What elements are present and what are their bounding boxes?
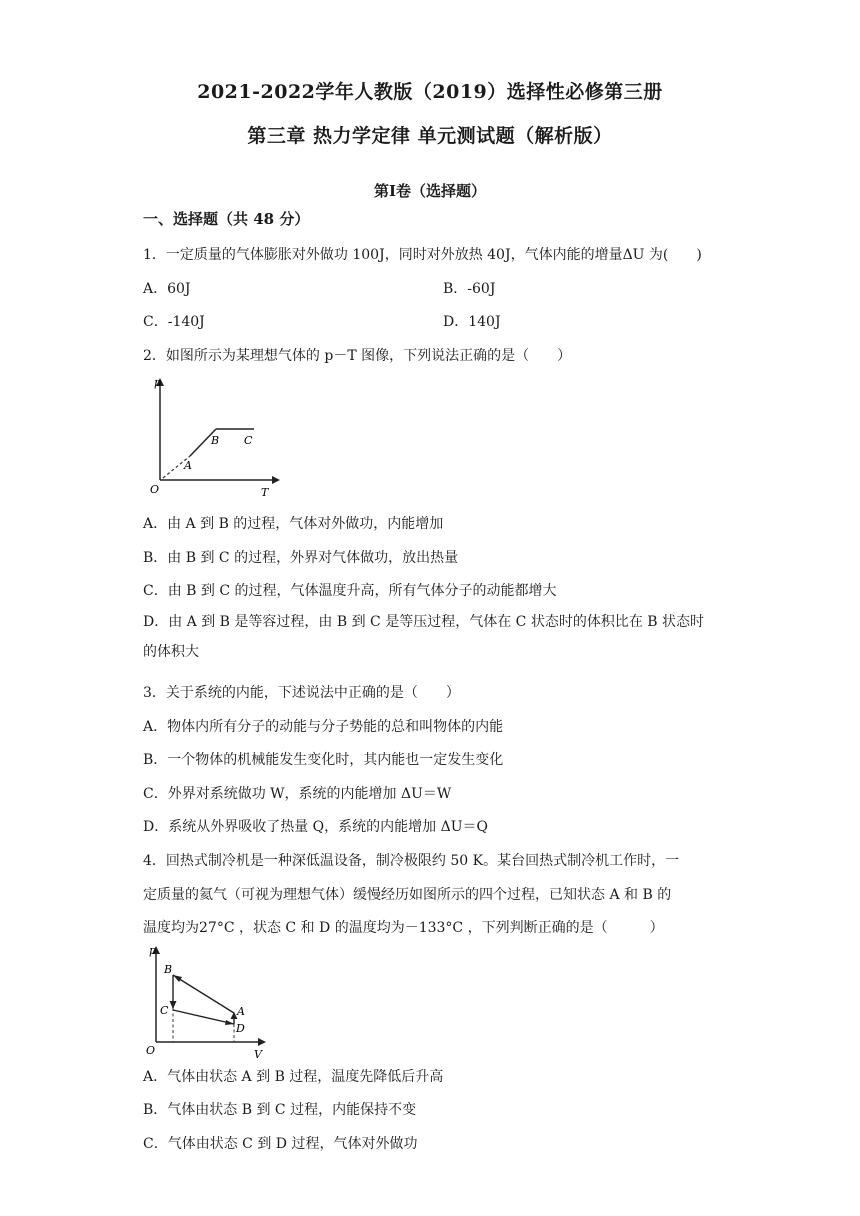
q2-origin-label: O: [150, 483, 160, 496]
q2-stem: 2．如图所示为某理想气体的 p－T 图像，下列说法正确的是（ ）: [143, 348, 572, 364]
q4-option-b: B．气体由状态 B 到 C 过程，内能保持不变: [143, 1102, 417, 1118]
q4-point-d-label: D: [236, 1022, 245, 1035]
title-line2: 第三章 热力学定律 单元测试题（解析版）: [247, 125, 613, 147]
q1-stem: 1．一定质量的气体膨胀对外做功 100J，同时对外放热 40J，气体内能的增量ΔU 为( ): [143, 247, 702, 263]
q4-axis-v-label: V: [254, 1048, 262, 1060]
q3-option-b: B．一个物体的机械能发生变化时，其内能也一定发生变化: [143, 752, 504, 768]
q4-point-b-label: B: [164, 963, 173, 976]
q2-point-a-label: A: [184, 459, 192, 472]
q2-pt-graph: [148, 372, 283, 500]
q4-option-a: A．气体由状态 A 到 B 过程，温度先降低后升高: [143, 1069, 444, 1085]
q3-stem: 3．关于系统的内能，下述说法中正确的是（ ）: [143, 685, 460, 701]
q2-axis-p-label: p: [154, 376, 162, 389]
q4-origin-label: O: [146, 1044, 156, 1057]
q2-axis-t-label: T: [261, 486, 269, 499]
q4-stem-line2: 定质量的氦气（可视为理想气体）缓慢经历如图所示的四个过程，已知状态 A 和 B 的: [143, 887, 672, 903]
q2-option-a: A．由 A 到 B 的过程，气体对外做功，内能增加: [143, 516, 444, 532]
q1-option-b: B．-60J: [443, 281, 496, 297]
q2-point-c-label: C: [244, 434, 253, 447]
q3-option-a: A．物体内所有分子的动能与分子势能的总和叫物体的内能: [143, 719, 504, 735]
q4-option-c: C．气体由状态 C 到 D 过程，气体对外做功: [143, 1136, 418, 1152]
q4-pv-graph: [144, 942, 274, 1060]
q4-axis-p-label: p: [149, 944, 157, 957]
q3-option-d: D．系统从外界吸收了热量 Q，系统的内能增加 ΔU＝Q: [143, 819, 488, 835]
part-title: 一、选择题（共 48 分）: [143, 210, 310, 228]
q4-point-a-label: A: [237, 1005, 245, 1018]
q2-option-c: C．由 B 到 C 的过程，气体温度升高，所有气体分子的动能都增大: [143, 583, 557, 599]
section-title: 第Ⅰ卷（选择题）: [373, 182, 487, 200]
title-line1: 2021-2022学年人教版（2019）选择性必修第三册: [197, 81, 663, 103]
q1-option-a: A．60J: [143, 281, 191, 297]
q2-option-b: B．由 B 到 C 的过程，外界对气体做功，放出热量: [143, 550, 459, 566]
q4-stem-line1: 4．回热式制冷机是一种深低温设备，制冷极限约 50 K。某台回热式制冷机工作时，一: [143, 853, 680, 869]
q1-option-c: C．-140J: [143, 314, 205, 330]
q4-point-c-label: C: [160, 1004, 169, 1017]
q3-option-c: C．外界对系统做功 W，系统的内能增加 ΔU＝W: [143, 786, 452, 802]
q2-option-d: D．由 A 到 B 是等容过程，由 B 到 C 是等压过程，气体在 C 状态时的体积比在 B 状态时的体积大: [143, 614, 705, 660]
q2-point-b-label: B: [211, 434, 220, 447]
q1-option-d: D．140J: [443, 314, 501, 330]
q4-stem-line3: 温度均为27°C ，状态 C 和 D 的温度均为－133°C ，下列判断正确的是（ ）: [143, 920, 664, 936]
